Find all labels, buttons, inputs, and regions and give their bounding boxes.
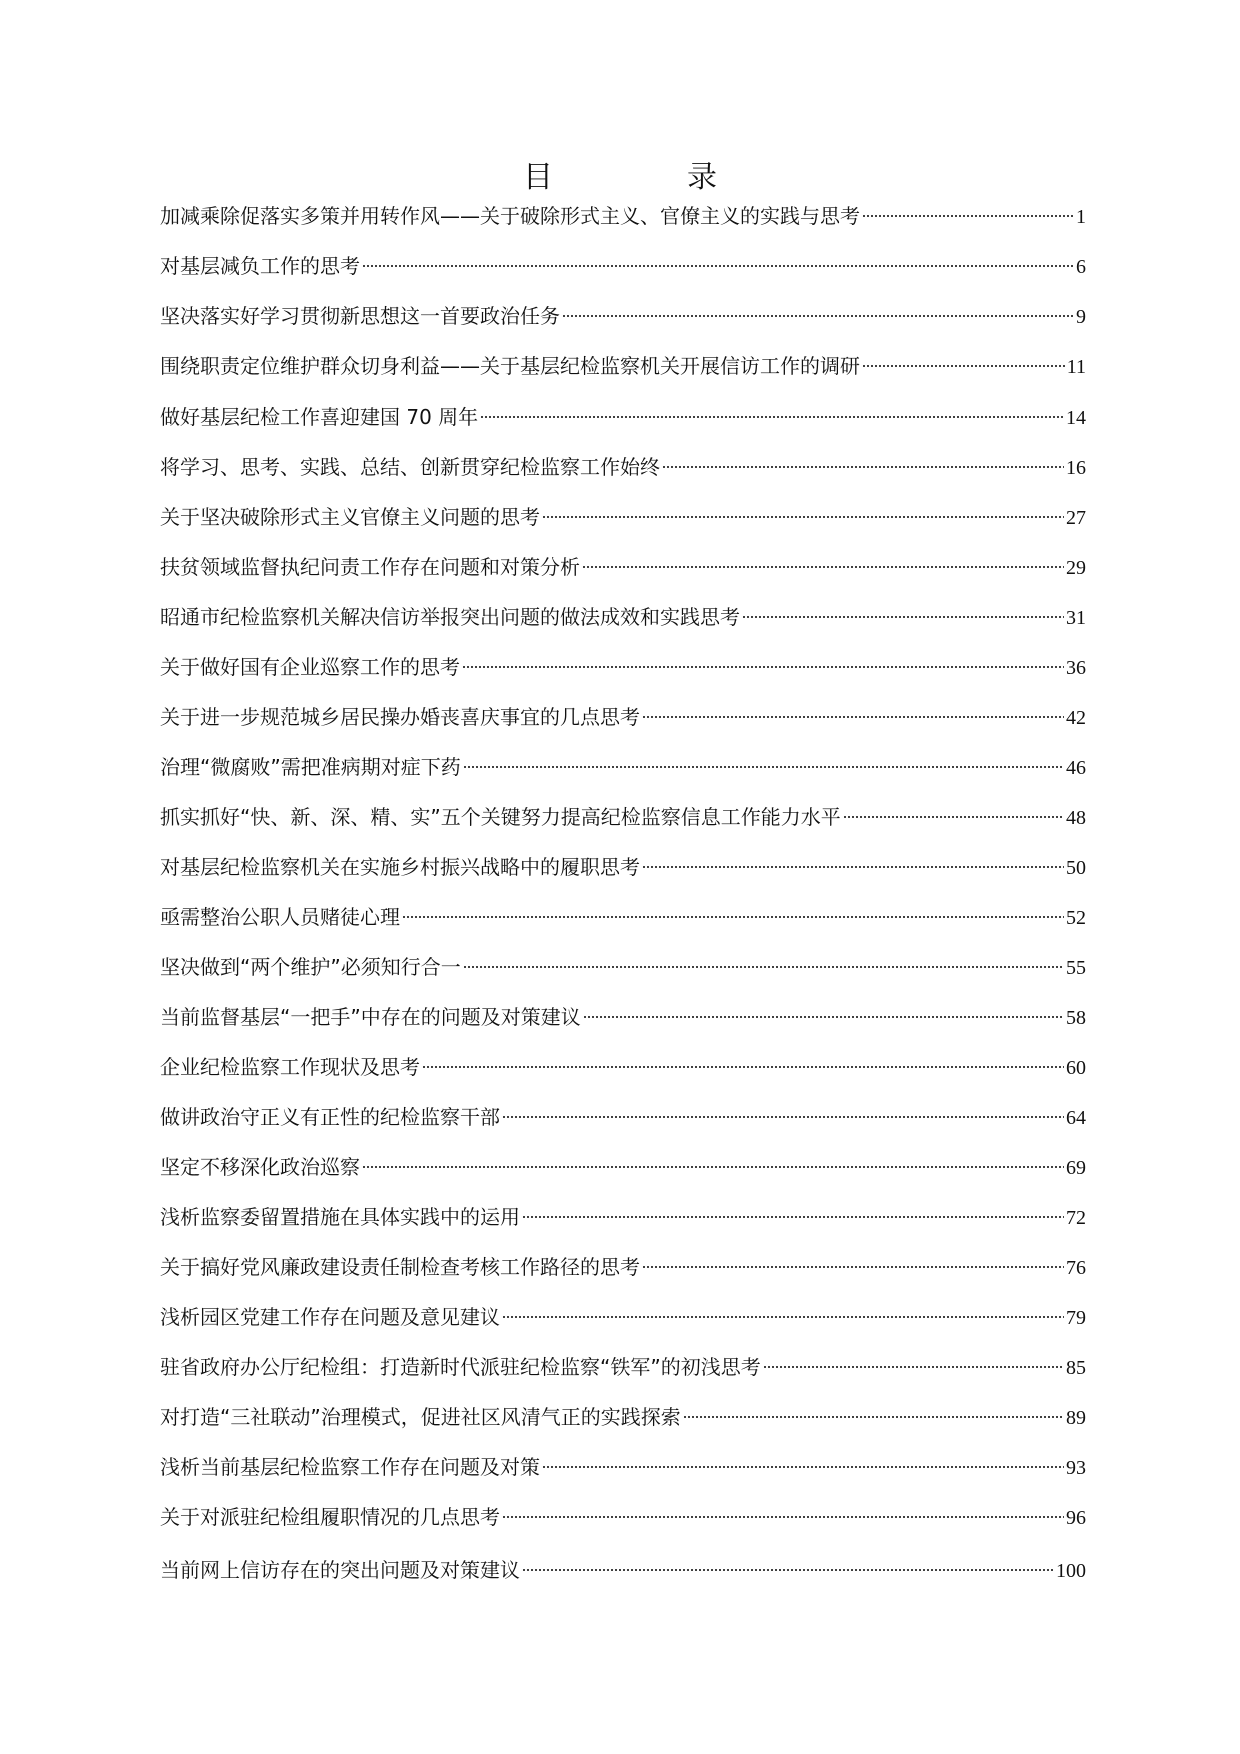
toc-entry-title: 对基层减负工作的思考 (160, 254, 360, 278)
toc-entry-page: 100 (1056, 1560, 1086, 1582)
dot-leader (462, 664, 1064, 670)
toc-entry-title: 浅析园区党建工作存在问题及意见建议 (160, 1305, 500, 1329)
toc-entry-page: 52 (1066, 907, 1086, 929)
dot-leader (463, 764, 1064, 770)
toc-entry-title: 昭通市纪检监察机关解决信访举报突出问题的做法成效和实践思考 (160, 605, 740, 629)
toc-entry-page: 96 (1066, 1507, 1086, 1529)
toc-entry-title: 当前监督基层“一把手”中存在的问题及对策建议 (160, 1005, 581, 1029)
toc-entry-title: 对基层纪检监察机关在实施乡村振兴战略中的履职思考 (160, 855, 640, 879)
dot-leader (642, 1264, 1064, 1270)
dot-leader (402, 914, 1064, 920)
dot-leader (422, 1064, 1064, 1070)
toc-entry-title: 关于坚决破除形式主义官僚主义问题的思考 (160, 505, 540, 529)
dot-leader (862, 213, 1074, 219)
toc-entry[interactable] (160, 1104, 1086, 1154)
toc-entry[interactable] (160, 904, 1086, 954)
dot-leader (522, 1567, 1054, 1573)
toc-entry-page: 1 (1076, 206, 1086, 228)
dot-leader (463, 964, 1064, 970)
toc-entry[interactable] (160, 454, 1086, 504)
toc-entry[interactable] (160, 353, 1086, 404)
toc-entry-page: 79 (1066, 1307, 1086, 1329)
toc-entry-title: 将学习、思考、实践、总结、创新贯穿纪检监察工作始终 (160, 455, 660, 479)
toc-entry[interactable] (160, 704, 1086, 754)
toc-entry-page: 55 (1066, 957, 1086, 979)
toc-entry-page: 11 (1066, 356, 1086, 378)
toc-entry[interactable] (160, 1354, 1086, 1404)
toc-entry-page: 9 (1076, 306, 1086, 328)
dot-leader (862, 363, 1065, 369)
dot-leader (662, 464, 1064, 470)
toc-entry[interactable] (160, 654, 1086, 704)
toc-entry[interactable] (160, 1557, 1086, 1607)
toc-entry[interactable] (160, 203, 1086, 253)
toc-entry[interactable] (160, 1154, 1086, 1204)
table-of-contents (160, 203, 1086, 1607)
toc-entry[interactable] (160, 604, 1086, 654)
toc-entry-title: 对打造“三社联动”治理模式，促进社区风清气正的实践探索 (160, 1405, 681, 1429)
dot-leader (502, 1114, 1064, 1120)
toc-entry-page: 31 (1066, 607, 1086, 629)
dot-leader (742, 614, 1064, 620)
toc-entry[interactable] (160, 404, 1086, 454)
toc-entry-title: 关于进一步规范城乡居民操办婚丧喜庆事宜的几点思考 (160, 705, 640, 729)
toc-entry-title: 治理“微腐败”需把准病期对症下药 (160, 755, 461, 779)
dot-leader (843, 814, 1064, 820)
toc-entry[interactable] (160, 504, 1086, 554)
toc-entry[interactable] (160, 804, 1086, 854)
toc-entry[interactable] (160, 303, 1086, 353)
toc-entry-title: 关于做好国有企业巡察工作的思考 (160, 655, 460, 679)
toc-entry-title: 坚定不移深化政治巡察 (160, 1155, 360, 1179)
toc-entry-title: 关于对派驻纪检组履职情况的几点思考 (160, 1505, 500, 1529)
toc-entry-title: 做好基层纪检工作喜迎建国 70 周年 (160, 405, 479, 429)
toc-entry-page: 14 (1066, 407, 1086, 429)
toc-entry[interactable] (160, 253, 1086, 303)
toc-entry-page: 64 (1066, 1107, 1086, 1129)
toc-entry[interactable] (160, 1504, 1086, 1557)
dot-leader (642, 864, 1064, 870)
dot-leader (522, 1214, 1064, 1220)
dot-leader (583, 1014, 1064, 1020)
toc-entry-page: 93 (1066, 1457, 1086, 1479)
toc-entry-page: 69 (1066, 1157, 1086, 1179)
toc-entry-title: 加减乘除促落实多策并用转作风——关于破除形式主义、官僚主义的实践与思考 (160, 204, 860, 228)
toc-entry-page: 48 (1066, 807, 1086, 829)
dot-leader (763, 1364, 1064, 1370)
dot-leader (562, 313, 1074, 319)
toc-entry-title: 扶贫领域监督执纪问责工作存在问题和对策分析 (160, 555, 580, 579)
toc-entry-title: 坚决做到“两个维护”必须知行合一 (160, 955, 461, 979)
toc-entry[interactable] (160, 1054, 1086, 1104)
toc-entry-title: 浅析监察委留置措施在具体实践中的运用 (160, 1205, 520, 1229)
toc-entry-page: 46 (1066, 757, 1086, 779)
toc-entry[interactable] (160, 754, 1086, 804)
dot-leader (683, 1414, 1064, 1420)
toc-entry-page: 60 (1066, 1057, 1086, 1079)
toc-entry-page: 29 (1066, 557, 1086, 579)
toc-entry-page: 76 (1066, 1257, 1086, 1279)
dot-leader (582, 564, 1064, 570)
toc-entry[interactable] (160, 1304, 1086, 1354)
toc-entry-page: 36 (1066, 657, 1086, 679)
toc-entry-page: 89 (1066, 1407, 1086, 1429)
toc-entry-title: 围绕职责定位维护群众切身利益——关于基层纪检监察机关开展信访工作的调研 (160, 354, 860, 378)
toc-entry-page: 72 (1066, 1207, 1086, 1229)
toc-entry-page: 58 (1066, 1007, 1086, 1029)
toc-entry[interactable] (160, 1004, 1086, 1054)
toc-entry[interactable] (160, 854, 1086, 904)
toc-entry[interactable] (160, 1454, 1086, 1504)
dot-leader (542, 1464, 1064, 1470)
dot-leader (362, 263, 1074, 269)
dot-leader (362, 1164, 1064, 1170)
toc-entry-title: 当前网上信访存在的突出问题及对策建议 (160, 1558, 520, 1582)
toc-entry-title: 企业纪检监察工作现状及思考 (160, 1055, 420, 1079)
toc-entry-page: 85 (1066, 1357, 1086, 1379)
toc-entry-page: 6 (1076, 256, 1086, 278)
toc-entry-page: 27 (1066, 507, 1086, 529)
toc-entry[interactable] (160, 1404, 1086, 1454)
toc-entry-title: 浅析当前基层纪检监察工作存在问题及对策 (160, 1455, 540, 1479)
toc-entry-page: 42 (1066, 707, 1086, 729)
toc-entry-title: 亟需整治公职人员赌徒心理 (160, 905, 400, 929)
toc-entry[interactable] (160, 1204, 1086, 1254)
dot-leader (502, 1514, 1064, 1520)
toc-entry-title: 抓实抓好“快、新、深、精、实”五个关键努力提高纪检监察信息工作能力水平 (160, 805, 841, 829)
dot-leader (502, 1314, 1064, 1320)
dot-leader (642, 714, 1064, 720)
toc-entry-page: 16 (1066, 457, 1086, 479)
toc-entry[interactable] (160, 1254, 1086, 1304)
dot-leader (542, 514, 1064, 520)
toc-entry[interactable] (160, 954, 1086, 1004)
toc-entry-title: 坚决落实好学习贯彻新思想这一首要政治任务 (160, 304, 560, 328)
toc-entry-title: 做讲政治守正义有正性的纪检监察干部 (160, 1105, 500, 1129)
toc-entry-title: 驻省政府办公厅纪检组：打造新时代派驻纪检监察“铁军”的初浅思考 (160, 1355, 761, 1379)
toc-entry-page: 50 (1066, 857, 1086, 879)
toc-entry[interactable] (160, 554, 1086, 604)
dot-leader (480, 414, 1064, 420)
page-title: 目 录 (523, 160, 769, 195)
toc-entry-title: 关于搞好党风廉政建设责任制检查考核工作路径的思考 (160, 1255, 640, 1279)
